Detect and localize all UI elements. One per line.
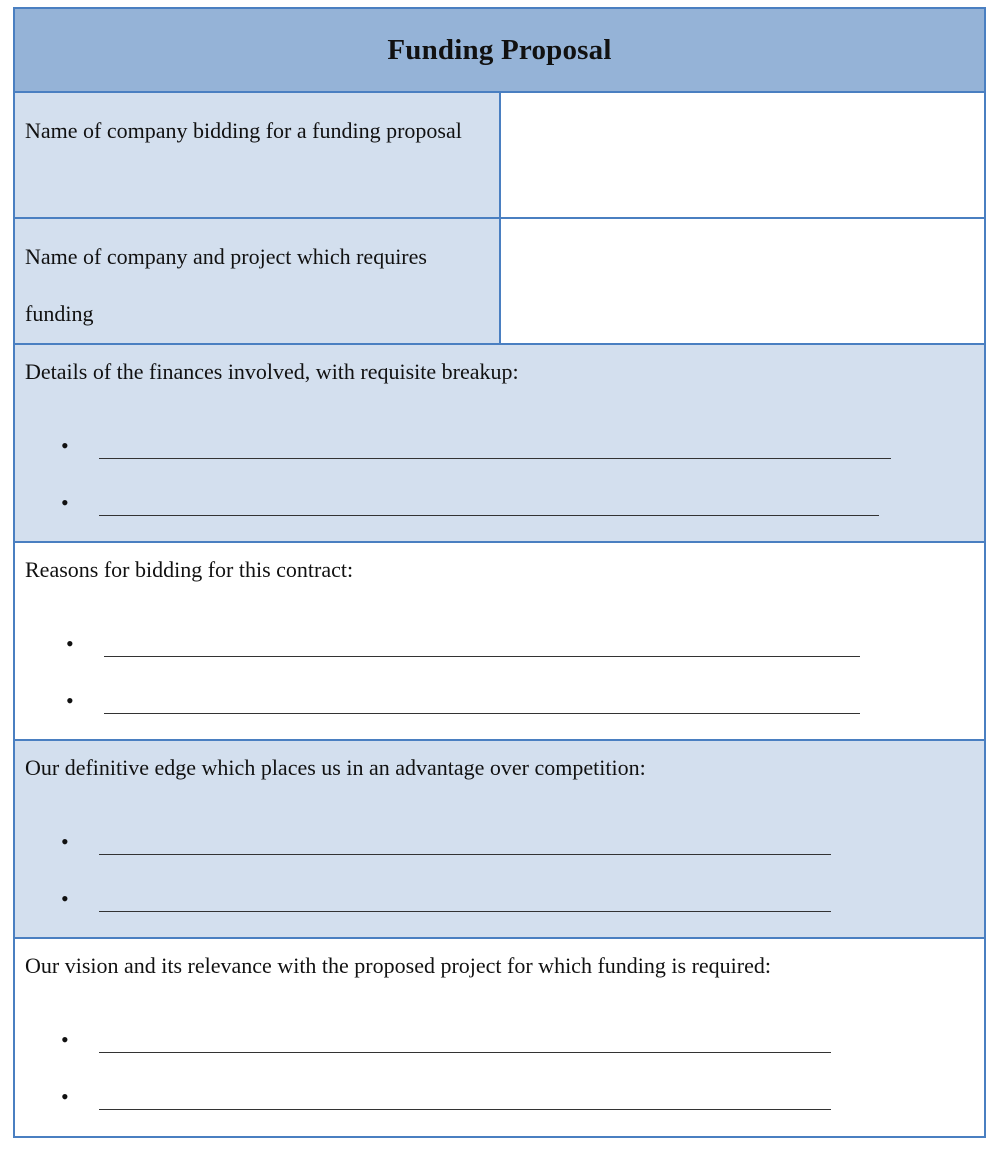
finances-section (15, 345, 984, 543)
finances-blank-line[interactable] (99, 458, 891, 459)
finances-bullet-item (15, 431, 984, 461)
bullet-icon: • (61, 1027, 69, 1052)
edge-heading: Our definitive edge which places us in an advantage over competition: (25, 755, 646, 780)
form-title: Funding Proposal (387, 33, 612, 66)
reasons-blank-line[interactable] (104, 713, 860, 714)
vision-blank-line[interactable] (99, 1109, 831, 1110)
edge-blank-line[interactable] (99, 854, 831, 855)
reasons-heading: Reasons for bidding for this contract: (25, 557, 354, 582)
bullet-icon: • (66, 688, 74, 713)
funding-proposal-form (13, 7, 986, 1138)
edge-blank-line[interactable] (99, 911, 831, 912)
edge-bullet-item (15, 827, 984, 857)
company-bidding-value-field[interactable] (501, 93, 984, 217)
finances-blank-line[interactable] (99, 515, 879, 516)
vision-bullet-item (15, 1082, 984, 1112)
bullet-icon: • (61, 829, 69, 854)
company-bidding-row (15, 93, 984, 219)
vision-heading: Our vision and its relevance with the proposed project for which funding is required: (25, 953, 771, 978)
project-funding-row (15, 219, 984, 345)
finances-heading: Details of the finances involved, with requisite breakup: (25, 359, 519, 384)
finances-bullet-item (15, 488, 984, 518)
reasons-section (15, 543, 984, 741)
bullet-icon: • (61, 490, 69, 515)
vision-blank-line[interactable] (99, 1052, 831, 1053)
edge-section (15, 741, 984, 939)
reasons-bullet-item (15, 629, 984, 659)
company-bidding-label: Name of company bidding for a funding proposal (25, 118, 462, 143)
vision-bullet-item (15, 1025, 984, 1055)
company-bidding-label-cell (15, 93, 501, 217)
reasons-blank-line[interactable] (104, 656, 860, 657)
bullet-icon: • (61, 886, 69, 911)
bullet-icon: • (61, 433, 69, 458)
reasons-bullet-item (15, 686, 984, 716)
vision-section (15, 939, 984, 1136)
bullet-icon: • (66, 631, 74, 656)
project-funding-label: Name of company and project which requires funding (25, 244, 427, 326)
project-funding-value-field[interactable] (501, 219, 984, 343)
edge-bullet-item (15, 884, 984, 914)
bullet-icon: • (61, 1084, 69, 1109)
project-funding-label-cell (15, 219, 501, 343)
title-bar (15, 9, 984, 93)
